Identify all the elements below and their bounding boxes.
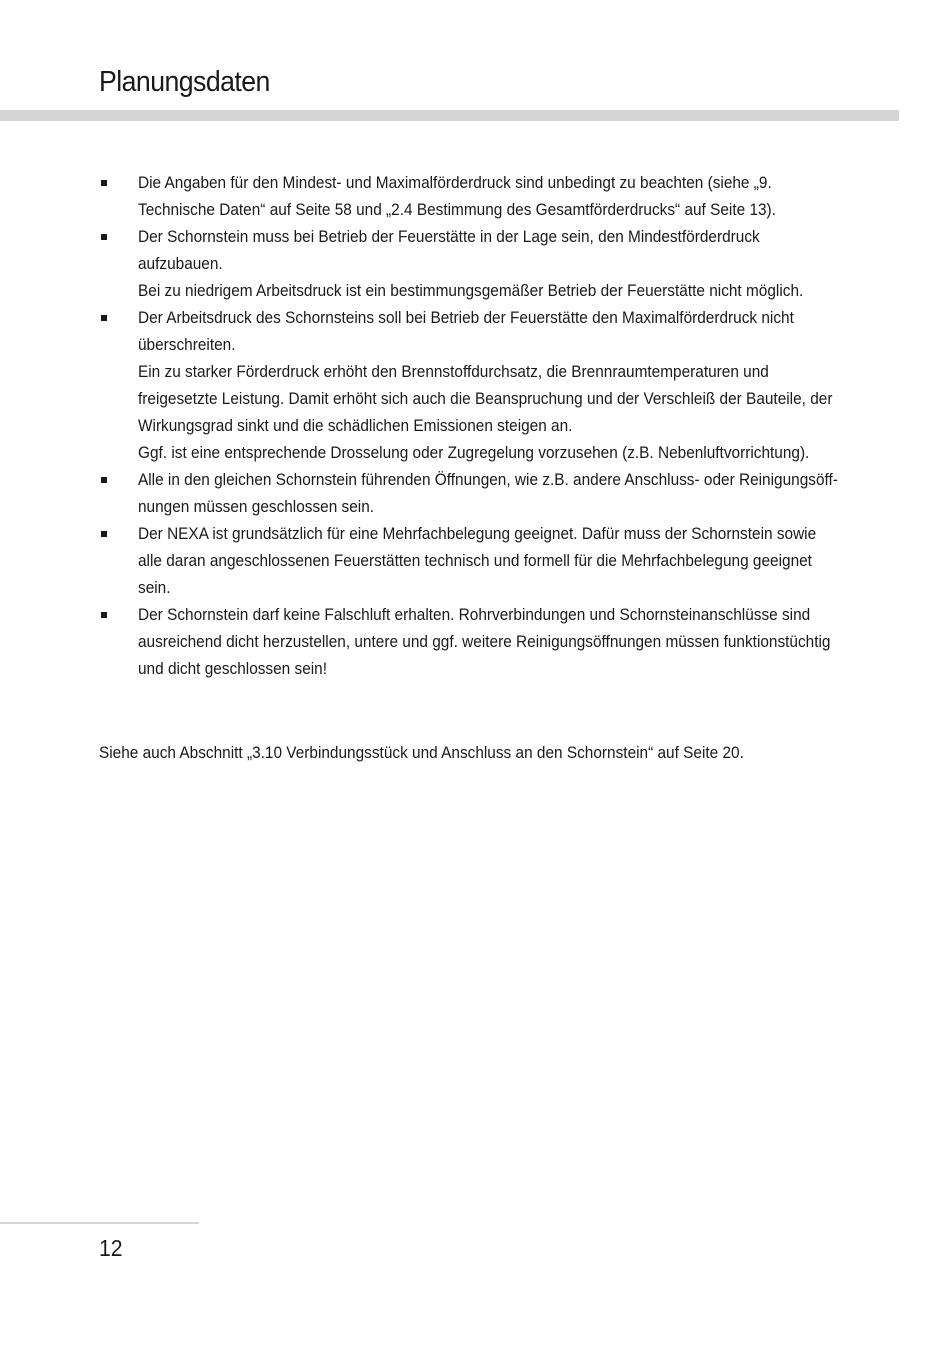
bullet-text-line: aufzubauen.: [138, 254, 223, 273]
bullet-text-line: Der Schornstein muss bei Betrieb der Feuerstätte in der Lage sein, den Mindestförderdruck: [138, 227, 760, 246]
bullet-text-line: Wirkungsgrad sinkt und die schädlichen Emissionen steigen an.: [138, 416, 573, 435]
bullet-text-line: Alle in den gleichen Schornstein führenden Öffnungen, wie z.B. andere Anschluss- oder Reinigungsöff-: [138, 470, 838, 489]
page-title: Planungsdaten: [99, 66, 270, 98]
bullet-text-line: und dicht geschlossen sein!: [138, 659, 328, 678]
bullet-list: [99, 169, 899, 682]
see-also-reference: Siehe auch Abschnitt „3.10 Verbindungsstück und Anschluss an den Schornstein“ auf Seite 20.: [99, 743, 744, 762]
bullet-text-line: Der NEXA ist grundsätzlich für eine Mehrfachbelegung geeignet. Dafür muss der Schornstein sowie: [138, 524, 817, 543]
bullet-text-line: Technische Daten“ auf Seite 58 und „2.4 Bestimmung des Gesamtförderdrucks“ auf Seite 13).: [138, 200, 776, 219]
bullet-square-icon: [101, 477, 107, 483]
footer-divider: [0, 1222, 199, 1224]
bullet-text-line: Die Angaben für den Mindest- und Maximalförderdruck sind unbedingt zu beachten (siehe „9.: [138, 173, 772, 192]
list-item: [99, 466, 899, 520]
list-item: [99, 520, 899, 601]
bullet-text-line: alle daran angeschlossenen Feuerstätten technisch und formell für die Mehrfachbelegung geeignet: [138, 551, 812, 570]
bullet-square-icon: [101, 531, 107, 537]
bullet-text-line: freigesetzte Leistung. Damit erhöht sich auch die Beanspruchung und der Verschleiß der Bauteile, der: [138, 389, 833, 408]
bullet-square-icon: [101, 180, 107, 186]
list-item: [99, 223, 899, 304]
bullet-text-line: überschreiten.: [138, 335, 236, 354]
bullet-text-line: Ggf. ist eine entsprechende Drosselung oder Zugregelung vorzusehen (z.B. Nebenluftvorrichtung).: [138, 443, 810, 462]
bullet-square-icon: [101, 315, 107, 321]
bullet-text-line: nungen müssen geschlossen sein.: [138, 497, 375, 516]
list-item: [99, 169, 899, 223]
header-divider-bar: [0, 110, 899, 121]
list-item: [99, 304, 899, 466]
bullet-text-line: ausreichend dicht herzustellen, untere und ggf. weitere Reinigungsöffnungen müssen funktionstüchtig: [138, 632, 831, 651]
bullet-text-line: Ein zu starker Förderdruck erhöht den Brennstoffdurchsatz, die Brennraumtemperaturen und: [138, 362, 769, 381]
bullet-text-line: sein.: [138, 578, 171, 597]
bullet-square-icon: [101, 234, 107, 240]
bullet-square-icon: [101, 612, 107, 618]
bullet-text-line: Bei zu niedrigem Arbeitsdruck ist ein bestimmungsgemäßer Betrieb der Feuerstätte nicht möglich.: [138, 281, 804, 300]
bullet-text-line: Der Schornstein darf keine Falschluft erhalten. Rohrverbindungen und Schornsteinanschlüsse sind: [138, 605, 811, 624]
page-number: 12: [99, 1235, 123, 1261]
list-item: [99, 601, 899, 682]
bullet-text-line: Der Arbeitsdruck des Schornsteins soll bei Betrieb der Feuerstätte den Maximalförderdruck nicht: [138, 308, 794, 327]
